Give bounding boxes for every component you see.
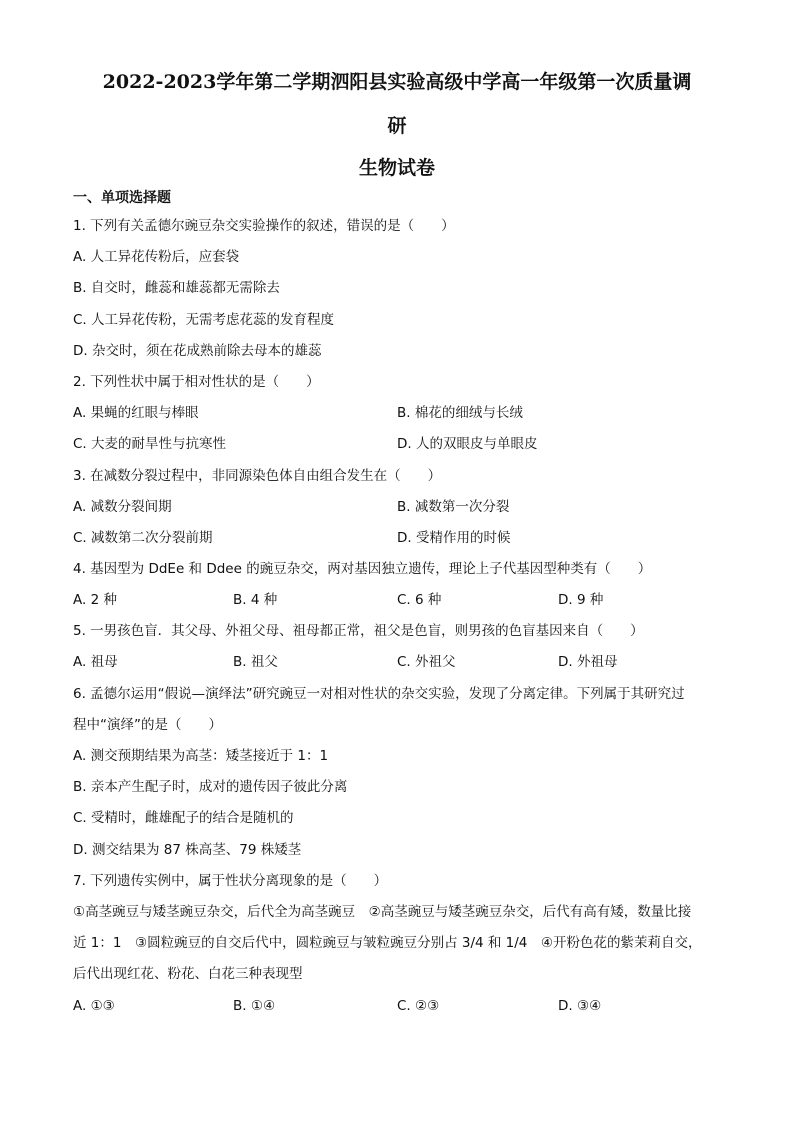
question-7-stem: 7. 下列遗传实例中，属于性状分离现象的是（ ） [73,873,388,889]
question-2-option-d: D. 人的双眼皮与单眼皮 [397,436,538,452]
section-title: 一、单项选择题 [73,190,171,206]
question-5-option-c: C. 外祖父 [397,654,456,670]
question-4-option-b: B. 4 种 [233,592,278,608]
question-2-option-c: C. 大麦的耐旱性与抗寒性 [73,436,227,452]
question-6-option-b: B. 亲本产生配子时，成对的遗传因子彼此分离 [73,779,348,795]
question-7-option-a: A. ①③ [73,998,115,1014]
question-5-option-d: D. 外祖母 [558,654,618,670]
question-5-option-b: B. 祖父 [233,654,278,670]
question-3-option-c: C. 减数第二次分裂前期 [73,530,213,546]
question-1-option-b: B. 自交时，雌蕊和雄蕊都无需除去 [73,280,280,296]
exam-title-line1: 2022-2023学年第二学期泗阳县实验高级中学高一年级第一次质量调 [102,71,692,93]
exam-title-line2: 研 [387,115,407,137]
question-2-option-b: B. 棉花的细绒与长绒 [397,405,523,421]
question-4-option-c: C. 6 种 [397,592,442,608]
question-4-option-d: D. 9 种 [558,592,604,608]
question-6-stem-line1: 6. 孟德尔运用“假说—演绎法”研究豌豆一对相对性状的杂交实验，发现了分离定律。下列属于其研究过 [73,686,685,702]
question-1-option-c: C. 人工异花传粉，无需考虑花蕊的发育程度 [73,312,335,328]
question-2-option-a: A. 果蝇的红眼与棒眼 [73,405,199,421]
question-4-stem: 4. 基因型为 DdEe 和 Ddee 的豌豆杂交，两对基因独立遗传，理论上子代基因型种类有（ ） [73,561,652,577]
exam-subtitle: 生物试卷 [358,157,435,179]
question-7-option-c: C. ②③ [397,998,440,1014]
question-7-body-line3: 后代出现红花、粉花、白花三种表现型 [73,966,303,982]
question-3-option-d: D. 受精作用的时候 [397,530,511,546]
question-2-stem: 2. 下列性状中属于相对性状的是（ ） [73,374,320,390]
question-1-option-d: D. 杂交时，须在花成熟前除去母本的雄蕊 [73,343,322,359]
question-5-option-a: A. 祖母 [73,654,118,670]
question-3-option-a: A. 减数分裂间期 [73,499,172,515]
question-7-body-line2: 近 1：1 ③圆粒豌豆的自交后代中，圆粒豌豆与皱粒豌豆分别占 3/4 和 1/4 ④开粉色花的紫茉莉自交， [73,935,702,951]
question-7-body-line1: ①高茎豌豆与矮茎豌豆杂交，后代全为高茎豌豆 ②高茎豌豆与矮茎豌豆杂交，后代有高有矮，数量比接 [73,904,692,920]
question-5-stem: 5. 一男孩色盲．其父母、外祖父母、祖母都正常，祖父是色盲，则男孩的色盲基因来自（ ） [73,623,644,639]
question-1-option-a: A. 人工异花传粉后，应套袋 [73,249,240,265]
question-6-option-d: D. 测交结果为 87 株高茎、79 株矮茎 [73,842,302,858]
question-1-stem: 1. 下列有关孟德尔豌豆杂交实验操作的叙述，错误的是（ ） [73,218,455,234]
question-6-stem-line2: 程中“演绎”的是（ ） [73,717,222,733]
question-3-option-b: B. 减数第一次分裂 [397,499,510,515]
question-7-option-b: B. ①④ [233,998,276,1014]
question-3-stem: 3. 在减数分裂过程中，非同源染色体自由组合发生在（ ） [73,468,442,484]
question-7-option-d: D. ③④ [558,998,602,1014]
question-4-option-a: A. 2 种 [73,592,117,608]
question-6-option-a: A. 测交预期结果为高茎：矮茎接近于 1：1 [73,748,329,764]
question-6-option-c: C. 受精时，雌雄配子的结合是随机的 [73,810,294,826]
